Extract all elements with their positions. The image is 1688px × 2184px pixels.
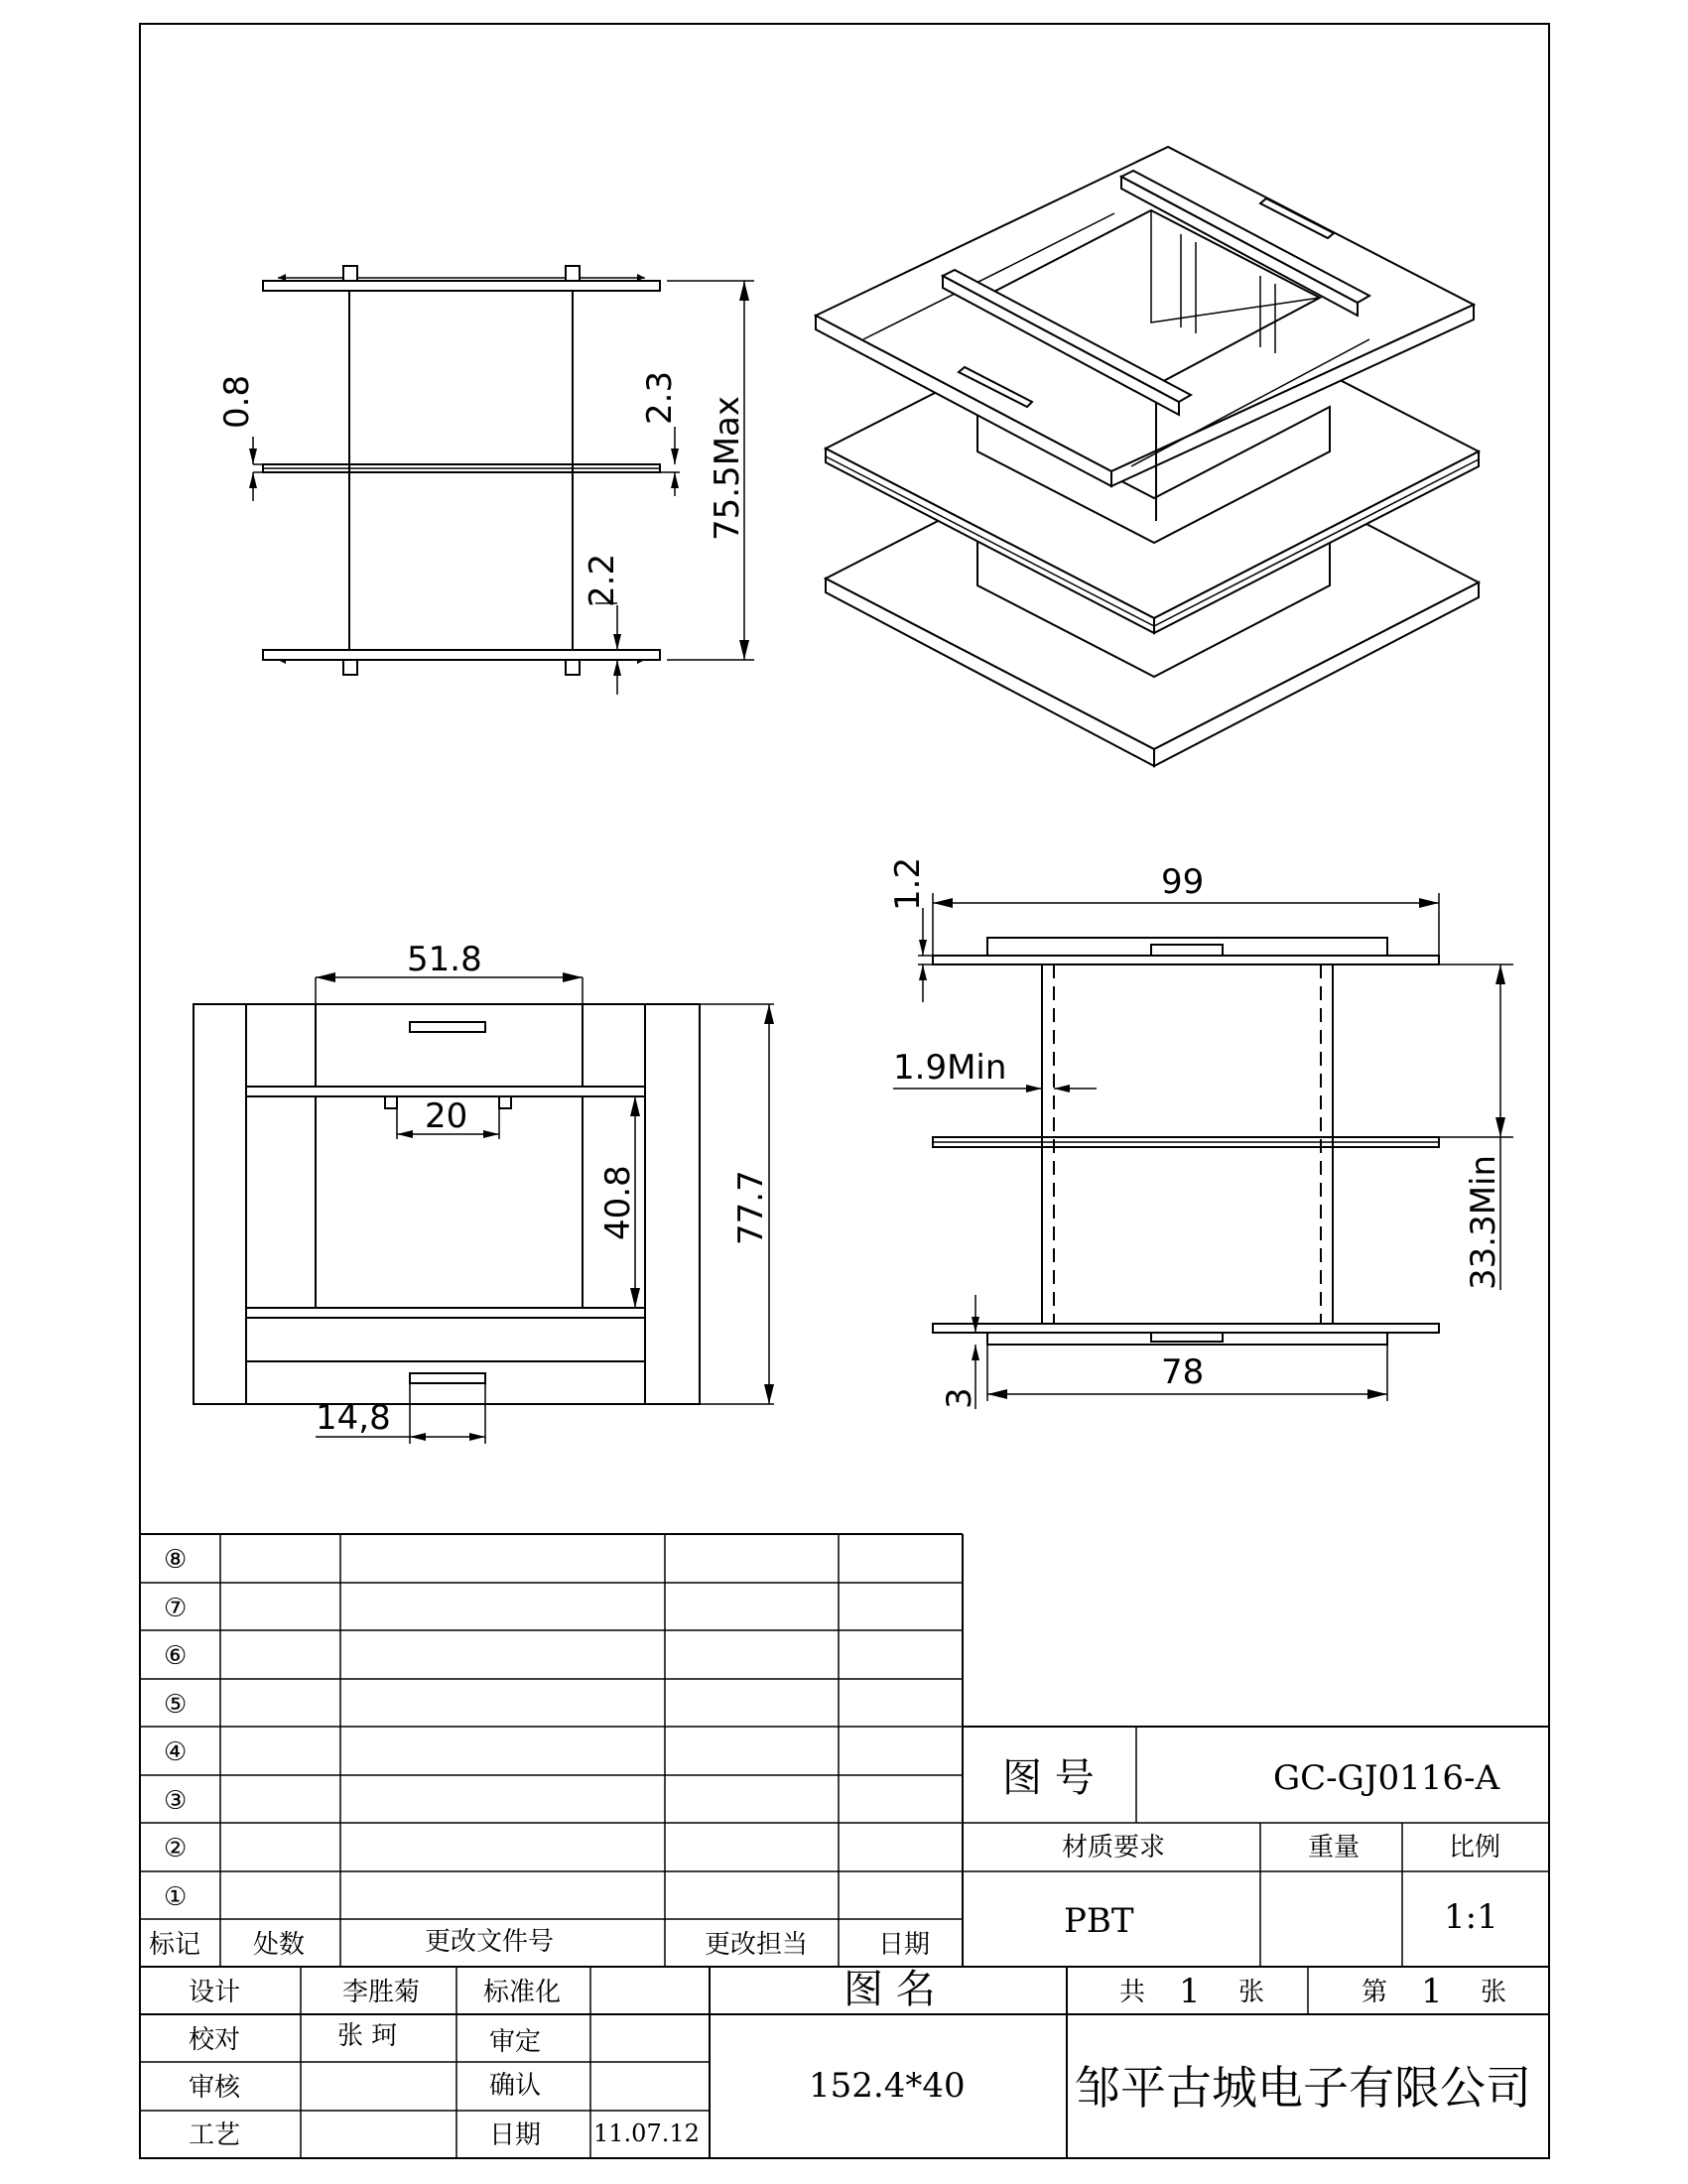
- check-label: 校对: [189, 2025, 241, 2055]
- revision-row-6: ⑥: [164, 1641, 188, 1671]
- dim-2-2: 2.2: [583, 553, 622, 607]
- title-block: [963, 1727, 1549, 1967]
- scale-label: 比例: [1449, 1833, 1501, 1863]
- date-value: 11.07.12: [593, 2120, 700, 2147]
- dim-0-8: 0.8: [217, 374, 257, 429]
- signoff-block: [140, 1967, 1549, 2158]
- weight-label: 重量: [1308, 1833, 1361, 1863]
- total-label: 共: [1119, 1978, 1146, 2007]
- revision-table: [140, 1534, 1549, 1967]
- design-label: 设计: [189, 1978, 241, 2007]
- drawing-no-label: 图 号: [1002, 1755, 1095, 1801]
- dim-40-8: 40.8: [598, 1165, 638, 1240]
- dim-2-3: 2.3: [640, 370, 680, 425]
- header-change-doc: 更改文件号: [425, 1927, 555, 1957]
- revision-row-4: ④: [164, 1737, 188, 1767]
- header-date: 日期: [878, 1930, 931, 1960]
- plan-view: [194, 940, 774, 1444]
- process-label: 工艺: [189, 2120, 241, 2150]
- dim-77-7: 77.7: [731, 1170, 771, 1245]
- drawing-no: GC-GJ0116-A: [1273, 1758, 1500, 1798]
- confirm-label: 确认: [489, 2071, 542, 2101]
- checker: 张 珂: [337, 2021, 398, 2051]
- scale-value: 1:1: [1444, 1897, 1498, 1937]
- date-label: 日期: [489, 2120, 542, 2150]
- dim-20: 20: [425, 1096, 468, 1136]
- dim-33-3-min: 33.3Min: [1464, 1154, 1503, 1290]
- designer: 李胜菊: [342, 1978, 421, 2007]
- material-label: 材质要求: [1062, 1833, 1166, 1863]
- revision-row-5: ⑤: [164, 1690, 188, 1720]
- sheet-value: 1: [1421, 1972, 1443, 2011]
- approve-label: 审定: [489, 2027, 542, 2057]
- dim-51-8: 51.8: [407, 940, 482, 979]
- material-value: PBT: [1064, 1901, 1134, 1941]
- dim-14-8: 14,8: [316, 1398, 391, 1438]
- total-value: 1: [1179, 1972, 1201, 2011]
- total-unit: 张: [1238, 1978, 1265, 2007]
- dim-3: 3: [940, 1387, 979, 1409]
- revision-row-7: ⑦: [164, 1594, 188, 1623]
- dim-1-9-min: 1.9Min: [893, 1048, 1007, 1088]
- dim-99: 99: [1161, 862, 1205, 902]
- front-view: [217, 266, 754, 695]
- dim-78: 78: [1161, 1352, 1205, 1392]
- dim-1-2: 1.2: [888, 856, 928, 911]
- isometric-view: [816, 147, 1479, 766]
- revision-row-1: ①: [164, 1882, 188, 1912]
- standardize-label: 标准化: [483, 1978, 562, 2007]
- header-count: 处数: [253, 1930, 306, 1960]
- side-view: [888, 857, 1513, 1409]
- revision-row-8: ⑧: [164, 1545, 188, 1575]
- header-change-owner: 更改担当: [705, 1930, 809, 1960]
- revision-row-2: ②: [164, 1834, 188, 1863]
- revision-row-3: ③: [164, 1786, 188, 1816]
- sheet-label: 第: [1362, 1978, 1388, 2007]
- drawing-name: 152.4*40: [809, 2066, 966, 2106]
- company-name: 邹平古城电子有限公司: [1075, 2061, 1531, 2115]
- sheet-unit: 张: [1481, 1978, 1507, 2007]
- audit-label: 审核: [189, 2073, 241, 2103]
- dim-75-5-max: 75.5Max: [708, 396, 747, 541]
- header-mark: 标记: [149, 1930, 201, 1960]
- drawing-name-label: 图 名: [844, 1967, 936, 2012]
